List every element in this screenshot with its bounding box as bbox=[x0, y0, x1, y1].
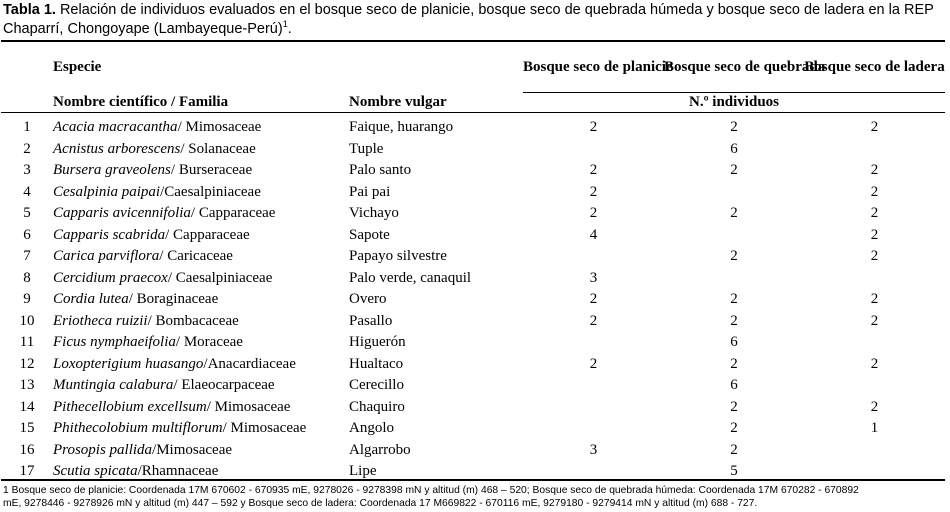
footnote-line-2: mE, 9278446 - 9278926 mN y altitud (m) 447 – 592 y Bosque seco de ladera: Coordenada 17 M669822 - 670116 mE, 9279180 - 9279414 mN y altitud (m) 688 - 727. bbox=[3, 498, 758, 509]
name-separator: / bbox=[167, 269, 176, 286]
row-number: 4 bbox=[23, 183, 31, 200]
name-separator: / bbox=[128, 291, 137, 308]
common-name: Palo verde, canaquil bbox=[349, 269, 472, 286]
caption-footnote-mark: 1 bbox=[282, 19, 288, 30]
count-quebrada: 2 bbox=[730, 441, 738, 458]
common-name: Palo santo bbox=[349, 162, 412, 179]
common-name: Pai pai bbox=[349, 183, 391, 200]
name-separator: / bbox=[222, 420, 231, 437]
header-especie: Especie bbox=[53, 59, 102, 75]
species-name: Ficus nymphaeifolia bbox=[53, 334, 176, 351]
count-ladera: 2 bbox=[870, 119, 879, 136]
species-name: Scutia spicata bbox=[53, 463, 138, 480]
family-name: Solanaceae bbox=[188, 140, 256, 157]
common-name: Higuerón bbox=[349, 334, 406, 351]
scientific-name-family bbox=[53, 225, 349, 247]
scientific-name-family bbox=[53, 203, 349, 225]
count-ladera bbox=[804, 332, 945, 354]
count-ladera: 2 bbox=[870, 183, 879, 200]
name-separator: / bbox=[175, 334, 184, 351]
common-name: Chaquiro bbox=[349, 398, 405, 415]
count-ladera bbox=[804, 139, 945, 161]
table-top-rule bbox=[1, 40, 945, 42]
family-name: Anacardiaceae bbox=[207, 355, 296, 372]
scientific-name-family bbox=[53, 354, 349, 376]
header-ladera: Bosque seco de ladera bbox=[804, 59, 945, 75]
header-row-1 bbox=[1, 43, 945, 92]
species-name: Phithecolobium multiflorum bbox=[53, 420, 223, 437]
count-quebrada: 2 bbox=[730, 420, 738, 437]
species-name: Cordia lutea bbox=[53, 291, 129, 308]
family-name: Burseraceae bbox=[178, 162, 253, 179]
family-name: Moraceae bbox=[183, 334, 243, 351]
count-ladera: 1 bbox=[870, 420, 879, 437]
species-name: Prosopis pallida bbox=[53, 441, 153, 458]
count-planicie: 2 bbox=[589, 162, 598, 179]
scientific-name-family bbox=[53, 332, 349, 354]
count-planicie bbox=[523, 461, 664, 483]
species-name: Eriotheca ruizii bbox=[53, 312, 148, 329]
caption-text: Relación de individuos evaluados en el bosque seco de planicie, bosque seco de quebrada húmeda y bosque seco de ladera en la REP Chaparrí, Chongoyape (Lambayeque-Perú) bbox=[3, 2, 934, 37]
row-number: 15 bbox=[19, 420, 35, 437]
row-number: 5 bbox=[23, 205, 31, 222]
count-ladera bbox=[804, 440, 945, 462]
row-number: 12 bbox=[19, 355, 35, 372]
family-name: Mimosaceae bbox=[185, 119, 262, 136]
scientific-name-family bbox=[53, 418, 349, 440]
row-number: 16 bbox=[19, 441, 35, 458]
count-quebrada bbox=[664, 182, 804, 204]
name-separator: / bbox=[160, 183, 165, 200]
common-name: Papayo silvestre bbox=[349, 248, 447, 265]
caption-label: Tabla 1. bbox=[3, 2, 56, 18]
species-name: Carica parviflora bbox=[53, 248, 160, 265]
count-quebrada bbox=[664, 268, 804, 290]
table-row bbox=[1, 354, 945, 376]
table-row bbox=[1, 139, 945, 161]
row-number: 17 bbox=[19, 463, 35, 480]
header-n-individuos: N.º individuos bbox=[689, 93, 779, 110]
scientific-name-family bbox=[53, 289, 349, 311]
common-name: Hualtaco bbox=[349, 355, 404, 372]
common-name: Sapote bbox=[349, 226, 390, 243]
common-name: Algarrobo bbox=[349, 441, 411, 458]
scientific-name-family bbox=[53, 268, 349, 290]
name-separator: / bbox=[147, 312, 156, 329]
scientific-name-family bbox=[53, 117, 349, 139]
count-planicie: 2 bbox=[589, 291, 598, 308]
common-name: Vichayo bbox=[349, 205, 399, 222]
family-name: Mimosaceae bbox=[230, 420, 307, 437]
count-quebrada: 2 bbox=[730, 291, 738, 308]
count-planicie: 4 bbox=[589, 226, 598, 243]
scientific-name-family bbox=[53, 311, 349, 333]
row-number: 9 bbox=[23, 291, 31, 308]
name-separator: / bbox=[203, 355, 208, 372]
scientific-name-family bbox=[53, 139, 349, 161]
name-separator: / bbox=[177, 119, 186, 136]
count-planicie bbox=[523, 397, 664, 419]
count-quebrada: 2 bbox=[730, 398, 738, 415]
name-separator: / bbox=[180, 140, 189, 157]
table-row bbox=[1, 418, 945, 440]
table-row bbox=[1, 311, 945, 333]
common-name: Pasallo bbox=[349, 312, 393, 329]
count-planicie: 2 bbox=[589, 205, 598, 222]
header-quebrada: Bosque seco de quebrada bbox=[664, 59, 826, 75]
table-row bbox=[1, 461, 945, 483]
count-ladera: 2 bbox=[870, 355, 879, 372]
family-name: Mimosaceae bbox=[156, 441, 233, 458]
common-name: Cerecillo bbox=[349, 377, 404, 394]
count-planicie: 3 bbox=[589, 269, 598, 286]
count-ladera: 2 bbox=[870, 398, 879, 415]
count-ladera bbox=[804, 375, 945, 397]
table-row bbox=[1, 246, 945, 268]
count-ladera: 2 bbox=[870, 226, 879, 243]
count-planicie: 2 bbox=[589, 355, 598, 372]
family-name: Caesalpiniaceae bbox=[175, 269, 273, 286]
species-table bbox=[1, 43, 945, 483]
count-quebrada: 2 bbox=[730, 205, 738, 222]
count-planicie bbox=[523, 139, 664, 161]
table-row bbox=[1, 268, 945, 290]
family-name: Bombacaceae bbox=[155, 312, 239, 329]
name-separator: / bbox=[170, 162, 179, 179]
row-number: 13 bbox=[19, 377, 35, 394]
caption-end: . bbox=[287, 21, 292, 37]
count-quebrada: 5 bbox=[730, 463, 738, 480]
table-row bbox=[1, 225, 945, 247]
row-number: 14 bbox=[19, 398, 35, 415]
row-number: 3 bbox=[23, 162, 31, 179]
common-name: Faique, huarango bbox=[349, 119, 454, 136]
name-separator: / bbox=[190, 205, 199, 222]
name-separator: / bbox=[137, 463, 142, 480]
count-ladera: 2 bbox=[870, 162, 879, 179]
count-quebrada: 6 bbox=[730, 377, 738, 394]
count-planicie: 3 bbox=[589, 441, 598, 458]
row-number: 6 bbox=[23, 226, 31, 243]
table-row bbox=[1, 289, 945, 311]
table-row bbox=[1, 375, 945, 397]
table-row bbox=[1, 332, 945, 354]
common-name: Lipe bbox=[349, 463, 377, 480]
species-name: Pithecellobium excellsum bbox=[53, 398, 207, 415]
species-name: Muntingia calabura bbox=[53, 377, 174, 394]
footnote-line-1: 1 Bosque seco de planicie: Coordenada 17M 670602 - 670935 mE, 9278026 - 9278398 mN y altitud (m) 468 – 520; Bosque seco de quebrada húmeda: Coordenada 17M 670282 - 670892 bbox=[3, 485, 859, 496]
family-name: Capparaceae bbox=[173, 226, 250, 243]
scientific-name-family bbox=[53, 246, 349, 268]
count-quebrada bbox=[664, 225, 804, 247]
common-name: Angolo bbox=[349, 420, 394, 437]
row-number: 11 bbox=[19, 334, 35, 351]
table-footnote bbox=[3, 484, 949, 510]
scientific-name-family bbox=[53, 461, 349, 483]
header-row-2 bbox=[1, 92, 945, 112]
family-name: Capparaceae bbox=[198, 205, 276, 222]
scientific-name-family bbox=[53, 397, 349, 419]
species-name: Bursera graveolens bbox=[53, 162, 171, 179]
scientific-name-family bbox=[53, 440, 349, 462]
species-name: Acacia macracantha bbox=[53, 119, 178, 136]
name-separator: / bbox=[173, 377, 182, 394]
name-separator: / bbox=[152, 441, 157, 458]
count-quebrada: 2 bbox=[730, 248, 738, 265]
table-row bbox=[1, 397, 945, 419]
species-name: Acnistus arborescens bbox=[53, 140, 181, 157]
family-name: Boraginaceae bbox=[136, 291, 219, 308]
family-name: Caricaceae bbox=[167, 248, 233, 265]
count-planicie bbox=[523, 418, 664, 440]
count-planicie: 2 bbox=[589, 312, 598, 329]
table-row bbox=[1, 203, 945, 225]
count-ladera bbox=[804, 268, 945, 290]
count-planicie bbox=[523, 375, 664, 397]
family-name: Rhamnaceae bbox=[141, 463, 219, 480]
scientific-name-family bbox=[53, 160, 349, 182]
row-number: 10 bbox=[19, 312, 35, 329]
common-name: Tuple bbox=[349, 140, 384, 157]
row-number: 8 bbox=[23, 269, 31, 286]
family-name: Elaeocarpaceae bbox=[181, 377, 275, 394]
count-quebrada: 6 bbox=[730, 334, 738, 351]
table-body bbox=[1, 112, 945, 483]
family-name: Mimosaceae bbox=[214, 398, 291, 415]
species-name: Capparis avicennifolia bbox=[53, 205, 191, 222]
count-planicie bbox=[523, 246, 664, 268]
count-ladera bbox=[804, 461, 945, 483]
table-row bbox=[1, 117, 945, 139]
scientific-name-family bbox=[53, 182, 349, 204]
count-ladera: 2 bbox=[870, 291, 879, 308]
species-name: Capparis scabrida bbox=[53, 226, 166, 243]
count-quebrada: 2 bbox=[730, 312, 738, 329]
scientific-name-family bbox=[53, 375, 349, 397]
count-ladera: 2 bbox=[870, 312, 879, 329]
header-nombre-cientifico: Nombre científico / Familia bbox=[53, 93, 229, 110]
header-planicie: Bosque seco de planicie bbox=[523, 59, 673, 75]
table-caption bbox=[3, 1, 947, 39]
name-separator: / bbox=[159, 248, 168, 265]
species-name: Cesalpinia paipai bbox=[53, 183, 161, 200]
table-row bbox=[1, 160, 945, 182]
count-quebrada: 2 bbox=[730, 355, 738, 372]
table-row bbox=[1, 182, 945, 204]
species-name: Cercidium praecox bbox=[53, 269, 168, 286]
count-planicie: 2 bbox=[589, 119, 598, 136]
header-nombre-vulgar: Nombre vulgar bbox=[349, 93, 447, 110]
row-number: 2 bbox=[23, 140, 31, 157]
species-name: Loxopterigium huasango bbox=[53, 355, 204, 372]
count-ladera: 2 bbox=[870, 205, 879, 222]
count-quebrada: 2 bbox=[730, 162, 738, 179]
count-planicie: 2 bbox=[589, 183, 598, 200]
row-number: 1 bbox=[23, 119, 31, 136]
row-number: 7 bbox=[23, 248, 31, 265]
family-name: Caesalpiniaceae bbox=[164, 183, 261, 200]
count-quebrada: 2 bbox=[730, 119, 738, 136]
name-separator: / bbox=[165, 226, 174, 243]
count-planicie bbox=[523, 332, 664, 354]
count-quebrada: 6 bbox=[730, 140, 738, 157]
count-ladera: 2 bbox=[870, 248, 879, 265]
table-row bbox=[1, 440, 945, 462]
common-name: Overo bbox=[349, 291, 387, 308]
name-separator: / bbox=[206, 398, 215, 415]
